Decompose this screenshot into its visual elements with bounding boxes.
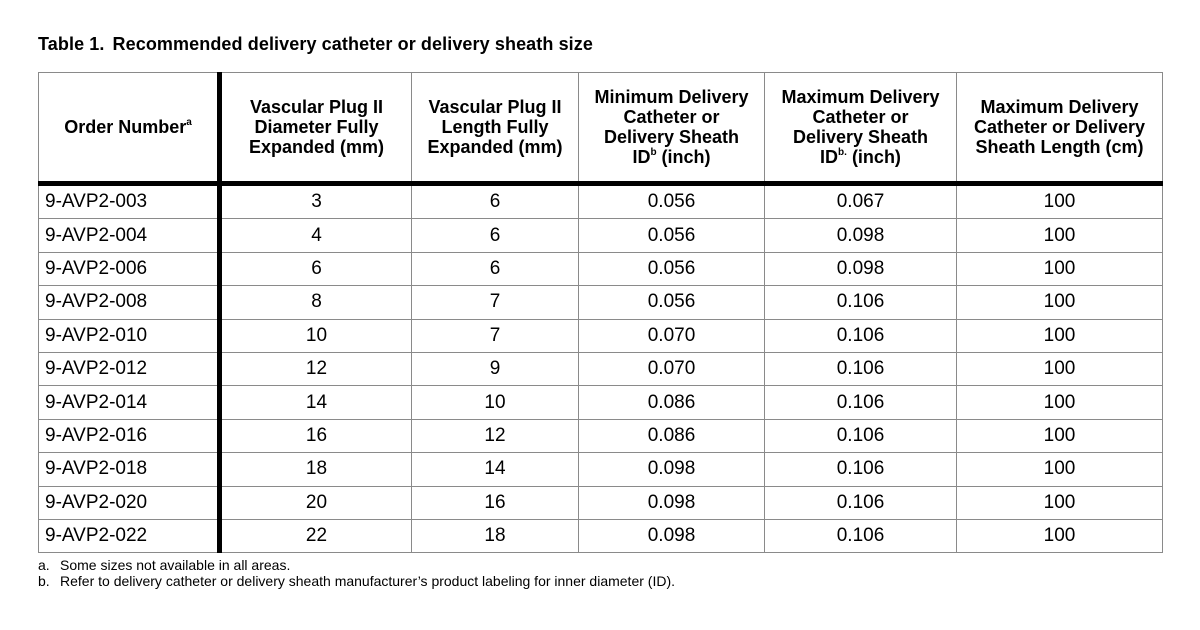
table-cell: 0.056 [579, 219, 765, 252]
order-number-cell: 9-AVP2-010 [39, 319, 220, 352]
table-caption [38, 34, 593, 55]
column-header [412, 73, 579, 184]
table-cell: 0.056 [579, 286, 765, 319]
table-row [39, 453, 1163, 486]
column-header-line [222, 97, 411, 117]
column-header-text: Maximum Delivery [781, 87, 940, 107]
table-cell: 0.098 [765, 219, 957, 252]
table-cell: 100 [957, 319, 1163, 352]
table-header [39, 73, 1163, 184]
column-header-line [412, 137, 578, 157]
column-header-text: Maximum Delivery [980, 97, 1139, 117]
table-cell: 100 [957, 352, 1163, 385]
table-cell: 6 [412, 252, 579, 285]
table-cell: 0.067 [765, 184, 957, 219]
table-cell: 9 [412, 352, 579, 385]
footnote-text: Some sizes not available in all areas. [60, 557, 291, 573]
header-row [39, 73, 1163, 184]
table-cell: 0.098 [579, 519, 765, 552]
table-cell: 100 [957, 184, 1163, 219]
order-number-cell: 9-AVP2-004 [39, 219, 220, 252]
table-cell: 16 [220, 419, 412, 452]
footnote-label: b. [38, 573, 50, 589]
table-cell: 0.106 [765, 319, 957, 352]
table-caption-text: Recommended delivery catheter or delivery sheath size [112, 34, 593, 54]
table-body [39, 184, 1163, 553]
table-cell: 7 [412, 286, 579, 319]
table-row [39, 352, 1163, 385]
column-header-text: Delivery Sheath [792, 127, 929, 147]
column-header-text: Expanded (mm) [427, 137, 563, 157]
column-header-line [957, 97, 1162, 117]
column-header-text: ID [820, 147, 839, 167]
order-number-cell: 9-AVP2-020 [39, 486, 220, 519]
table-cell: 4 [220, 219, 412, 252]
table-cell: 10 [412, 386, 579, 419]
table-cell: 0.106 [765, 352, 957, 385]
table-cell: 0.106 [765, 419, 957, 452]
table-cell: 18 [412, 519, 579, 552]
table-row [39, 184, 1163, 219]
table-cell: 12 [220, 352, 412, 385]
column-header-line [765, 127, 956, 147]
table-row [39, 252, 1163, 285]
table-cell: 8 [220, 286, 412, 319]
order-number-cell: 9-AVP2-022 [39, 519, 220, 552]
table-cell: 14 [220, 386, 412, 419]
table-cell: 0.056 [579, 252, 765, 285]
column-header [220, 73, 412, 184]
sizing-table [38, 72, 1163, 553]
table-cell: 100 [957, 453, 1163, 486]
column-header-text: Sheath Length (cm) [975, 137, 1144, 157]
column-header-text: Order Number [64, 117, 187, 137]
table-cell: 0.098 [579, 453, 765, 486]
column-header-line [39, 117, 217, 137]
table-caption-label: Table 1. [38, 34, 105, 54]
table-cell: 0.056 [579, 184, 765, 219]
table-cell: 10 [220, 319, 412, 352]
table-cell: 22 [220, 519, 412, 552]
order-number-cell: 9-AVP2-012 [39, 352, 220, 385]
table-cell: 3 [220, 184, 412, 219]
column-header-line [222, 117, 411, 137]
table-cell: 18 [220, 453, 412, 486]
column-header-line [579, 107, 764, 127]
column-header-text: Delivery Sheath [603, 127, 740, 147]
table-cell: 7 [412, 319, 579, 352]
table-cell: 100 [957, 219, 1163, 252]
column-header-text: Diameter Fully [254, 117, 379, 137]
table-row [39, 519, 1163, 552]
column-header-unit: (inch) [656, 147, 711, 167]
table-cell: 100 [957, 519, 1163, 552]
table-cell: 0.106 [765, 386, 957, 419]
table-cell: 6 [412, 219, 579, 252]
column-header [39, 73, 220, 184]
footnote-marker: b. [838, 147, 847, 158]
table-cell: 12 [412, 419, 579, 452]
table-cell: 14 [412, 453, 579, 486]
footnote-marker: a [186, 117, 192, 128]
column-header-text: ID [632, 147, 651, 167]
table-cell: 100 [957, 252, 1163, 285]
table-cell: 100 [957, 486, 1163, 519]
table-cell: 20 [220, 486, 412, 519]
column-header [765, 73, 957, 184]
table-cell: 0.086 [579, 419, 765, 452]
table-row [39, 286, 1163, 319]
table-cell: 6 [220, 252, 412, 285]
order-number-cell: 9-AVP2-003 [39, 184, 220, 219]
table-cell: 100 [957, 286, 1163, 319]
column-header-text: Catheter or [623, 107, 720, 127]
column-header-line [222, 137, 411, 157]
column-header-line [579, 147, 764, 167]
footnote-text: Refer to delivery catheter or delivery sheath manufacturer’s product labeling for inner diameter (ID). [60, 573, 675, 589]
column-header [579, 73, 765, 184]
column-header [957, 73, 1163, 184]
order-number-cell: 9-AVP2-006 [39, 252, 220, 285]
column-header-line [579, 127, 764, 147]
column-header-text: Vascular Plug II [249, 97, 384, 117]
column-header-line [765, 107, 956, 127]
column-header-line [412, 117, 578, 137]
column-header-text: Catheter or Delivery [973, 117, 1146, 137]
table-cell: 0.106 [765, 486, 957, 519]
table-cell: 6 [412, 184, 579, 219]
table-cell: 0.106 [765, 453, 957, 486]
table-row [39, 486, 1163, 519]
column-header-line [957, 137, 1162, 157]
column-header-unit: (inch) [846, 147, 901, 167]
table-cell: 0.070 [579, 352, 765, 385]
column-header-line [765, 87, 956, 107]
table-cell: 0.106 [765, 286, 957, 319]
table-cell: 16 [412, 486, 579, 519]
order-number-cell: 9-AVP2-014 [39, 386, 220, 419]
table-cell: 0.070 [579, 319, 765, 352]
order-number-cell: 9-AVP2-008 [39, 286, 220, 319]
order-number-cell: 9-AVP2-016 [39, 419, 220, 452]
order-number-cell: 9-AVP2-018 [39, 453, 220, 486]
footnote [38, 557, 675, 573]
column-header-text: Vascular Plug II [428, 97, 562, 117]
table-cell: 0.098 [765, 252, 957, 285]
column-header-line [579, 87, 764, 107]
column-header-text: Expanded (mm) [248, 137, 385, 157]
column-header-text: Catheter or [812, 107, 909, 127]
table-cell: 100 [957, 419, 1163, 452]
table-cell: 100 [957, 386, 1163, 419]
column-header-text: Length Fully [441, 117, 549, 137]
footnote-label: a. [38, 557, 50, 573]
table-row [39, 219, 1163, 252]
table-row [39, 419, 1163, 452]
column-header-line [765, 147, 956, 167]
footnote-marker: b [650, 147, 657, 158]
column-header-line [957, 117, 1162, 137]
column-header-line [412, 97, 578, 117]
footnote [38, 573, 675, 589]
table-row [39, 319, 1163, 352]
column-header-text: Minimum Delivery [594, 87, 749, 107]
table-cell: 0.098 [579, 486, 765, 519]
footnotes [38, 557, 675, 589]
table-row [39, 386, 1163, 419]
table-cell: 0.106 [765, 519, 957, 552]
table-cell: 0.086 [579, 386, 765, 419]
